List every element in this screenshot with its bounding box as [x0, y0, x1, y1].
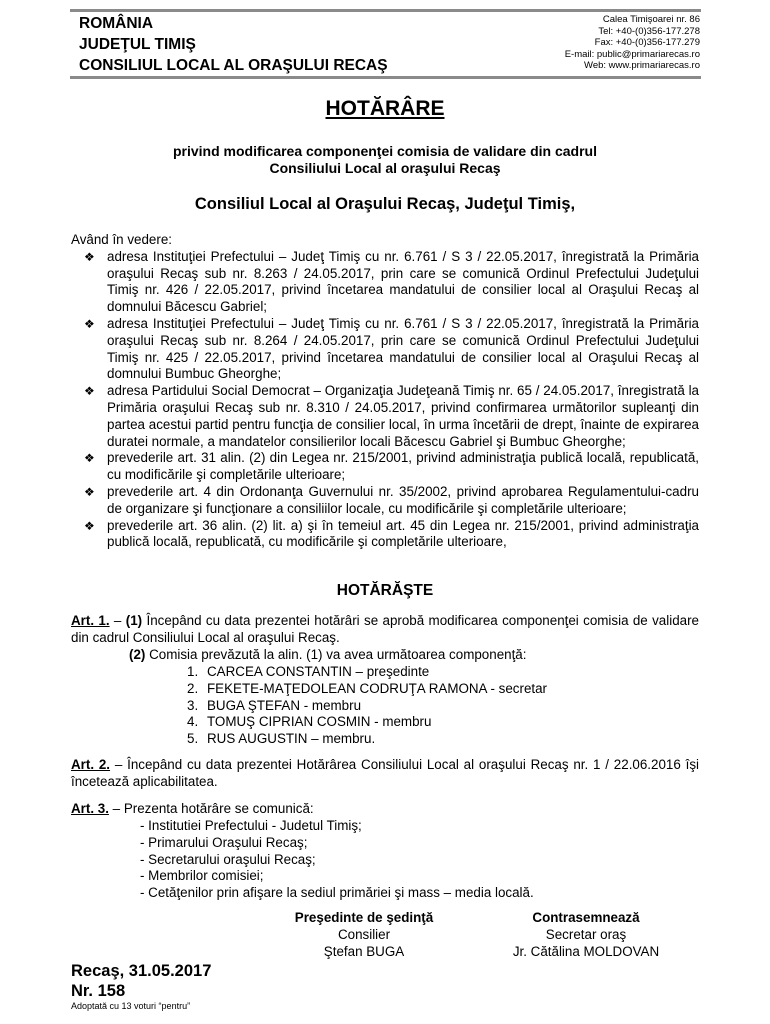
member-item: 5. RUS AUGUSTIN – membru.: [187, 731, 376, 747]
commission-members-list: [187, 664, 547, 748]
recipients-list: [140, 818, 534, 902]
member-item: 1. CARCEA CONSTANTIN – preşedinte: [187, 664, 430, 679]
header-email: E-mail: public@primariarecas.ro: [564, 48, 700, 60]
article-1-p1-num: (1): [125, 613, 143, 628]
considering-item: [71, 518, 699, 552]
member-name: BUGA ŞTEFAN - membru: [207, 697, 362, 713]
member-name: CARCEA CONSTANTIN – preşedinte: [207, 664, 430, 679]
council-heading: Consiliul Local al Oraşului Recaş, Judeţul Timiş,: [194, 195, 576, 213]
adoption-note: Adoptată cu 13 voturi “pentru”: [71, 1001, 191, 1011]
diamond-bullet-icon: ❖: [84, 316, 95, 331]
article-1: Art. 1. – (1) Începând cu data prezentei hotărâri se aprobă modificarea componenţei comisia de validare din cadrul Consiliului Local al oraşului Recaş.: [71, 613, 700, 645]
member-item: 3. BUGA ŞTEFAN - membru: [187, 697, 362, 713]
diamond-bullet-icon: ❖: [84, 451, 95, 466]
signature-secretary-name: Jr. Cătălina MOLDOVAN: [512, 943, 660, 959]
member-item: 2. FEKETE-MAŢEDOLEAN CODRUŢA RAMONA - secretar: [187, 680, 548, 696]
recipient-item: - Secretarului oraşului Recaş;: [140, 851, 316, 867]
considering-item: [71, 484, 699, 518]
signature-secretary: [490, 910, 682, 960]
recipient-item: - Primarului Oraşului Recaş;: [140, 834, 308, 850]
considering-item-text: adresa Instituţiei Prefectului – Judeţ Timiş cu nr. 6.761 / S 3 / 22.05.2017, înregistrată la Primăria oraşului Recaş sub nr. 8.263 / 24.05.2017, prin care se comunică Ordinul Prefectului Judeţului Timiş nr. 426 / 22.05.2017, privind încetarea mandatului de consilier local al Oraşului Recaş al domnului Băcescu Gabriel;: [107, 248, 699, 315]
article-1-label: Art. 1.: [71, 613, 110, 628]
header-web: Web: www.primariarecas.ro: [584, 60, 700, 71]
diamond-bullet-icon: ❖: [84, 249, 95, 264]
signature-president-title: Preşedinte de şedinţă: [294, 910, 434, 925]
considering-item: [71, 249, 699, 316]
signature-president-name: Ştefan BUGA: [323, 943, 405, 959]
document-subtitle: [0, 143, 770, 177]
header-phone: Tel: +40-(0)356-177.278: [598, 25, 700, 37]
considering-item-text: prevederile art. 4 din Ordonanţa Guvernului nr. 35/2002, privind aprobarea Regulamentului-cadru de organizare şi funcţionare a consiliilor locale, cu modificările şi completările ulterioare;: [107, 483, 699, 516]
diamond-bullet-icon: ❖: [84, 384, 95, 399]
article-3: Art. 3. – Prezenta hotărâre se comunică:: [71, 801, 314, 816]
recipient-item: - Institutiei Prefectului - Judetul Timiş;: [140, 818, 362, 833]
considering-section: [71, 232, 699, 551]
header-council: CONSILIUL LOCAL AL ORAŞULUI RECAŞ: [79, 57, 388, 74]
header-top-rule: [70, 9, 701, 12]
place-date: Recaş, 31.05.2017: [71, 962, 212, 980]
diamond-bullet-icon: ❖: [84, 484, 95, 499]
article-2-text: Începând cu data prezentei Hotărârea Consiliului Local al oraşului Recaş nr. 1 / 22.06.2016 îşi încetează aplicabilitatea.: [71, 757, 700, 789]
considering-item-text: prevederile art. 36 alin. (2) lit. a) şi în temeiul art. 45 din Legea nr. 215/2001, privind administraţia publică locală, republicată, cu modificările şi completările ulterioare,: [107, 517, 699, 550]
signature-secretary-title: Contrasemnează: [532, 910, 640, 925]
signature-president: [278, 910, 450, 960]
recipient-item: - Cetăţenilor prin afişare la sediul primăriei şi mass – media locală.: [140, 885, 534, 901]
article-1-p2-num: (2): [129, 647, 146, 662]
article-1-p1-text: Începând cu data prezentei hotărâri se aprobă modificarea componenţei comisia de validare din cadrul Consiliului Local al oraşului Recaş.: [71, 613, 700, 645]
subtitle-line-1: privind modificarea componenţei comisia de validare din cadrul: [172, 143, 597, 159]
header-country: ROMÂNIA: [79, 15, 154, 32]
article-2: Art. 2. – Începând cu data prezentei Hotărârea Consiliului Local al oraşului Recaş nr. 1 / 22.06.2016 îşi încetează aplicabilitatea.: [71, 757, 700, 789]
considering-item: [71, 383, 699, 450]
signature-president-role: Consilier: [337, 926, 391, 942]
considering-item-text: prevederile art. 31 alin. (2) din Legea nr. 215/2001, privind administraţia publică locală, republicată, cu modificările şi completările ulterioare;: [107, 450, 699, 483]
considering-item: [71, 450, 699, 484]
article-1-p2-text: Comisia prevăzută la alin. (1) va avea următoarea componenţă:: [149, 647, 527, 662]
member-name: TOMUŞ CIPRIAN COSMIN - membru: [207, 714, 432, 730]
decision-number: Nr. 158: [71, 982, 126, 1000]
member-name: RUS AUGUSTIN – membru.: [207, 731, 376, 747]
article-2-label: Art. 2.: [71, 757, 111, 772]
signature-secretary-role: Secretar oraş: [545, 926, 627, 942]
article-3-label: Art. 3.: [71, 801, 109, 816]
considering-item-text: adresa Partidului Social Democrat – Organizaţia Judeţeană Timiş nr. 65 / 24.05.2017, înregistrată la Primăria oraşului Recaş sub nr. 8.310 / 24.05.2017, privind confirmarea următorilor supleanţi din partea acestui partid pentru funcţia de consilier local, în urma încetării de drept, înainte de expirarea duratei normale, a mandatelor consilierilor locali Băcescu Gabriel şi Bumbuc Gheorghe;: [107, 383, 699, 449]
considering-intro: Având în vedere:: [71, 232, 172, 247]
header-authority: [79, 13, 388, 76]
header-bottom-rule: [70, 76, 701, 79]
subtitle-line-2: Consiliului Local al oraşului Recaş: [269, 160, 501, 176]
article-3-text: Prezenta hotărâre se comunică:: [123, 801, 314, 816]
article-1-paragraph-2: [129, 647, 526, 664]
header-address: Calea Timişoarei nr. 86: [602, 14, 700, 25]
header-contact: [565, 14, 700, 72]
document-title: HOTĂRÂRE: [325, 97, 445, 120]
considering-item: [71, 316, 699, 383]
considering-item-text: adresa Instituţiei Prefectului – Judeţ Timiş cu nr. 6.761 / S 3 / 22.05.2017, înregistrată la Primăria oraşului Recaş sub nr. 8.264 / 24.05.2017, prin care se comunică Ordinul Prefectului Judeţului Timiş nr. 425 / 22.05.2017, privind încetarea mandatului de consilier local al Oraşului Recaş al domnului Bumbuc Gheorghe;: [107, 315, 699, 382]
considering-list: [71, 249, 699, 551]
header-county: JUDEŢUL TIMIŞ: [79, 36, 196, 53]
member-item: 4. TOMUŞ CIPRIAN COSMIN - membru: [187, 714, 432, 730]
decides-heading: HOTĂRĂŞTE: [336, 582, 434, 599]
header-fax: Fax: +40-(0)356-177.279: [594, 37, 700, 48]
recipient-item: - Membrilor comisiei;: [140, 868, 264, 884]
member-name: FEKETE-MAŢEDOLEAN CODRUŢA RAMONA - secretar: [207, 680, 548, 696]
diamond-bullet-icon: ❖: [84, 518, 95, 533]
place-date-number: [71, 961, 211, 1001]
